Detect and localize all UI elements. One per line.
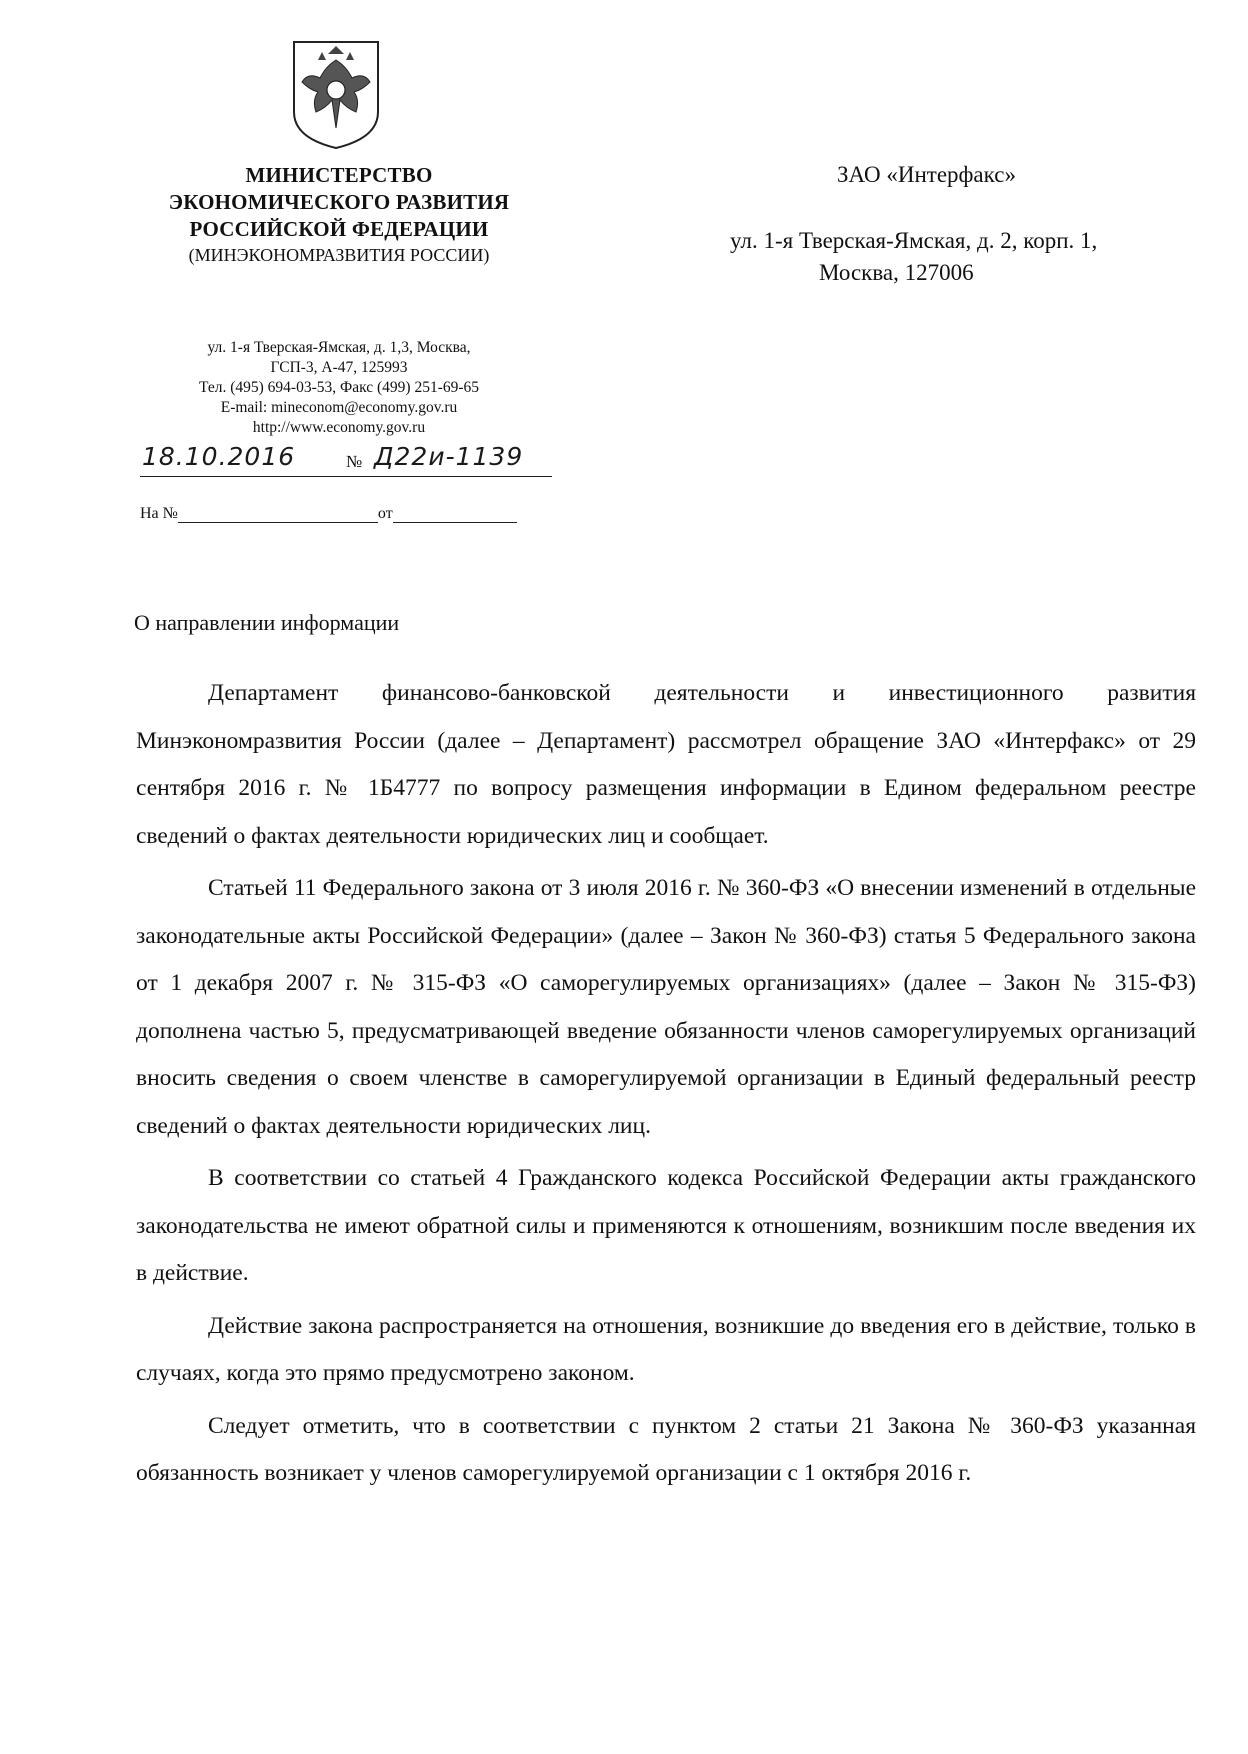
letter-body: [136, 670, 1196, 1503]
registration-line: [140, 442, 552, 477]
body-paragraph: Департамент финансово-банковской деятельности и инвестиционного развития Минэкономразвития России (далее – Департамент) рассмотрел обращение ЗАО «Интерфакс» от 29 сентября 2016 г. № 1Б4777 по вопросу размещения информации в Едином федеральном реестре сведений о фактах деятельности юридических лиц и сообщает.: [136, 680, 1196, 849]
reply-number-blank: [178, 504, 378, 523]
body-paragraph: В соответствии со статьей 4 Гражданского кодекса Российской Федерации акты гражданского законодательства не имеют обратной силы и применяются к отношениям, возникшим после введения их в действие.: [136, 1165, 1196, 1286]
reply-reference-line: [140, 504, 552, 523]
registration-number-sign: №: [346, 452, 363, 471]
sender-address-line: ГСП-3, А-47, 125993: [270, 359, 408, 376]
ministry-title-line: РОССИЙСКОЙ ФЕДЕРАЦИИ: [189, 217, 489, 241]
recipient-city: Москва, 127006: [819, 260, 974, 285]
sender-address-block: [140, 338, 538, 438]
sender-email: E-mail: mineconom@economy.gov.ru: [220, 399, 458, 416]
reply-date-label: от: [377, 505, 393, 522]
sender-phone-fax: Тел. (495) 694-03-53, Факс (499) 251-69-65: [198, 379, 480, 396]
ministry-abbreviation: (МИНЭКОНОМРАЗВИТИЯ РОССИИ): [188, 245, 490, 265]
body-paragraph: Статьей 11 Федерального закона от 3 июля 2016 г. № 360-ФЗ «О внесении изменений в отдельные законодательные акты Российской Федерации» (далее – Закон № 360-ФЗ) статья 5 Федерального закона от 1 декабря 2007 г. № 315-ФЗ «О саморегулируемых организациях» (далее – Закон № 315-ФЗ) дополнена частью 5, предусматривающей введение обязанности членов саморегулируемых организаций вносить сведения о своем членстве в саморегулируемой организации в Единый федеральный реестр сведений о фактах деятельности юридических лиц.: [136, 875, 1196, 1139]
letter-subject: О направлении информации: [134, 610, 400, 635]
sender-website: http://www.economy.gov.ru: [252, 419, 426, 436]
body-paragraph: Действие закона распространяется на отношения, возникшие до введения его в действие, только в случаях, когда это прямо предусмотрено законом.: [136, 1312, 1196, 1386]
coat-of-arms-emblem-icon: [290, 38, 382, 150]
registration-date-handwritten: 18.10.2016: [142, 442, 296, 471]
sender-ministry-block: [140, 162, 538, 267]
body-paragraph: Следует отметить, что в соответствии с пунктом 2 статьи 21 Закона № 360-ФЗ указанная обязанность возникает у членов саморегулируемой организации с 1 октября 2016 г.: [136, 1412, 1196, 1486]
ministry-title-line: ЭКОНОМИЧЕСКОГО РАЗВИТИЯ: [168, 190, 510, 214]
recipient-name: ЗАО «Интерфакс»: [837, 162, 1016, 187]
ministry-title-line: МИНИСТЕРСТВО: [245, 163, 433, 187]
sender-address-line: ул. 1-я Тверская-Ямская, д. 1,3, Москва,: [207, 339, 471, 356]
reply-date-blank: [393, 504, 517, 523]
registration-number-handwritten: Д22и-1139: [374, 442, 524, 471]
reply-number-label: На №: [140, 505, 178, 522]
recipient-street: ул. 1-я Тверская-Ямская, д. 2, корп. 1,: [730, 228, 1098, 253]
